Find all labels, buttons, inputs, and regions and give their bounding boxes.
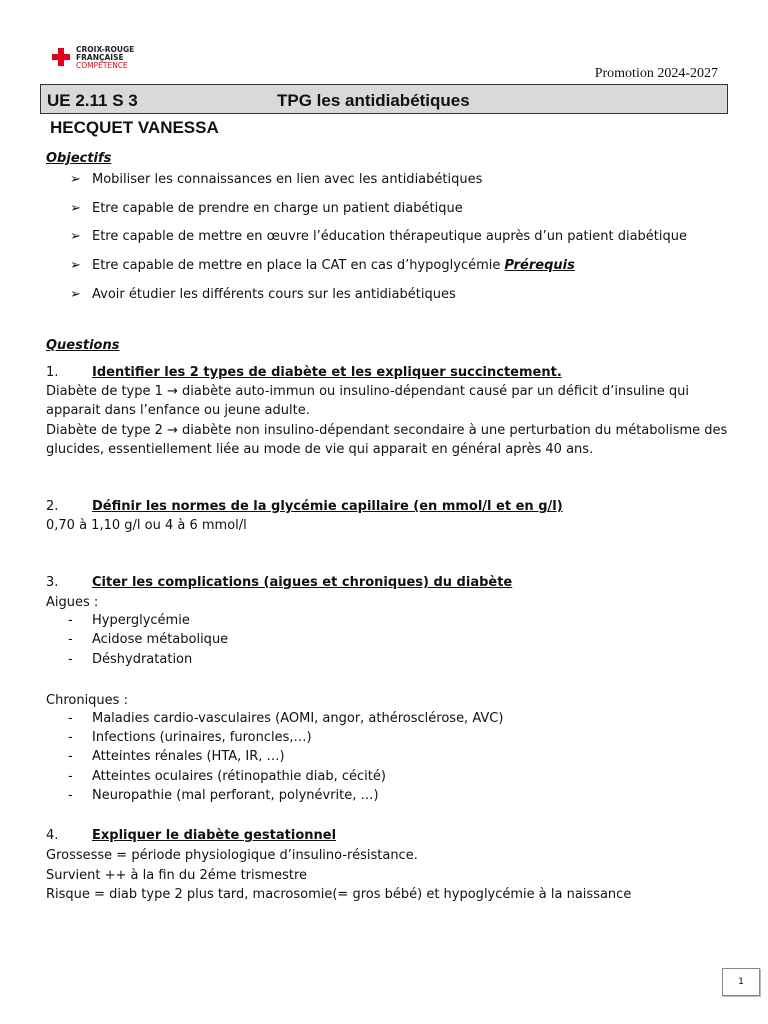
question-title: Identifier les 2 types de diabète et les expliquer succinctement. (92, 365, 562, 380)
answer-line: Risque = diab type 2 plus tard, macrosomie(= gros bébé) et hypoglycémie à la naissance (46, 887, 632, 902)
prerequis-heading: Prérequis (504, 258, 575, 273)
objective-text: Etre capable de prendre en charge un patient diabétique (92, 201, 463, 216)
list-item: Maladies cardio-vasculaires (AOMI, angor, athérosclérose, AVC) (92, 711, 504, 726)
red-cross-icon (52, 48, 70, 66)
dash-bullet: - (68, 769, 73, 784)
list-item: Hyperglycémie (92, 613, 190, 628)
dash-bullet: - (68, 788, 73, 803)
list-item: Atteintes oculaires (rétinopathie diab, cécité) (92, 769, 386, 784)
question-title: Citer les complications (aigues et chroniques) du diabète (92, 575, 513, 590)
arrow-bullet-icon: ➢ (70, 201, 81, 216)
aigues-label: Aigues : (46, 595, 99, 610)
question-title: Expliquer le diabète gestationnel (92, 828, 337, 843)
question-number: 2. (46, 499, 59, 514)
objective-item (70, 172, 482, 187)
page-number: 1 (722, 968, 760, 996)
answer-line: Diabète de type 1 → diabète auto-immun ou insulino-dépendant causé par un déficit d’insuline qui (46, 384, 689, 399)
question-number: 3. (46, 575, 59, 590)
answer-line: Survient ++ à la fin du 2éme trismestre (46, 868, 307, 883)
arrow-bullet-icon: ➢ (70, 229, 81, 244)
document-title: TPG les antidiabétiques (277, 91, 470, 110)
dash-bullet: - (68, 711, 73, 726)
dash-bullet: - (68, 632, 73, 647)
objective-item (70, 201, 463, 216)
objective-text: Avoir étudier les différents cours sur les antidiabétiques (92, 287, 456, 302)
objectifs-heading: Objectifs (46, 151, 112, 166)
logo-line-3: COMPÉTENCE (76, 61, 128, 70)
arrow-bullet-icon: ➢ (70, 287, 81, 302)
question-number: 4. (46, 828, 59, 843)
objective-text: Mobiliser les connaissances en lien avec les antidiabétiques (92, 172, 483, 187)
answer-line: glucides, essentiellement liée au mode de vie qui apparait en général après 40 ans. (46, 442, 594, 457)
arrow-bullet-icon: ➢ (70, 258, 81, 273)
objective-text: Etre capable de mettre en œuvre l’éducation thérapeutique auprès d’un patient diabétique (92, 229, 687, 244)
list-item: Atteintes rénales (HTA, IR, …) (92, 749, 285, 764)
dash-bullet: - (68, 749, 73, 764)
ue-code: UE 2.11 S 3 (47, 91, 138, 110)
promotion-label: Promotion 2024-2027 (594, 66, 718, 81)
dash-bullet: - (68, 730, 73, 745)
author-name: HECQUET VANESSA (50, 118, 219, 137)
arrow-bullet-icon: ➢ (70, 172, 81, 187)
logo-line-2: FRANÇAISE (76, 53, 124, 62)
list-item: Infections (urinaires, furoncles,…) (92, 730, 312, 745)
objective-item (70, 287, 456, 302)
dash-bullet: - (68, 613, 73, 628)
title-box (40, 84, 728, 114)
answer-line: Grossesse = période physiologique d’insulino-résistance. (46, 848, 418, 863)
objective-item (70, 258, 575, 273)
answer-line: Diabète de type 2 → diabète non insulino-dépendant secondaire à une perturbation du métabolisme des (46, 423, 728, 438)
list-item: Acidose métabolique (92, 632, 229, 647)
question-number: 1. (46, 365, 59, 380)
dash-bullet: - (68, 652, 73, 667)
answer-line: apparait dans l’enfance ou jeune adulte. (46, 403, 310, 418)
logo-line-1: CROIX-ROUGE (76, 45, 135, 54)
objective-item (70, 229, 687, 244)
answer-line: 0,70 à 1,10 g/l ou 4 à 6 mmol/l (46, 518, 247, 533)
list-item: Neuropathie (mal perforant, polynévrite, …) (92, 788, 379, 803)
chroniques-label: Chroniques : (46, 693, 128, 708)
objective-text: Etre capable de mettre en place la CAT en cas d’hypoglycémie (92, 258, 501, 273)
questions-heading: Questions (46, 338, 120, 353)
logo-text (76, 46, 134, 70)
croix-rouge-logo (52, 46, 152, 76)
list-item: Déshydratation (92, 652, 193, 667)
question-title: Définir les normes de la glycémie capillaire (en mmol/l et en g/l) (92, 499, 563, 514)
